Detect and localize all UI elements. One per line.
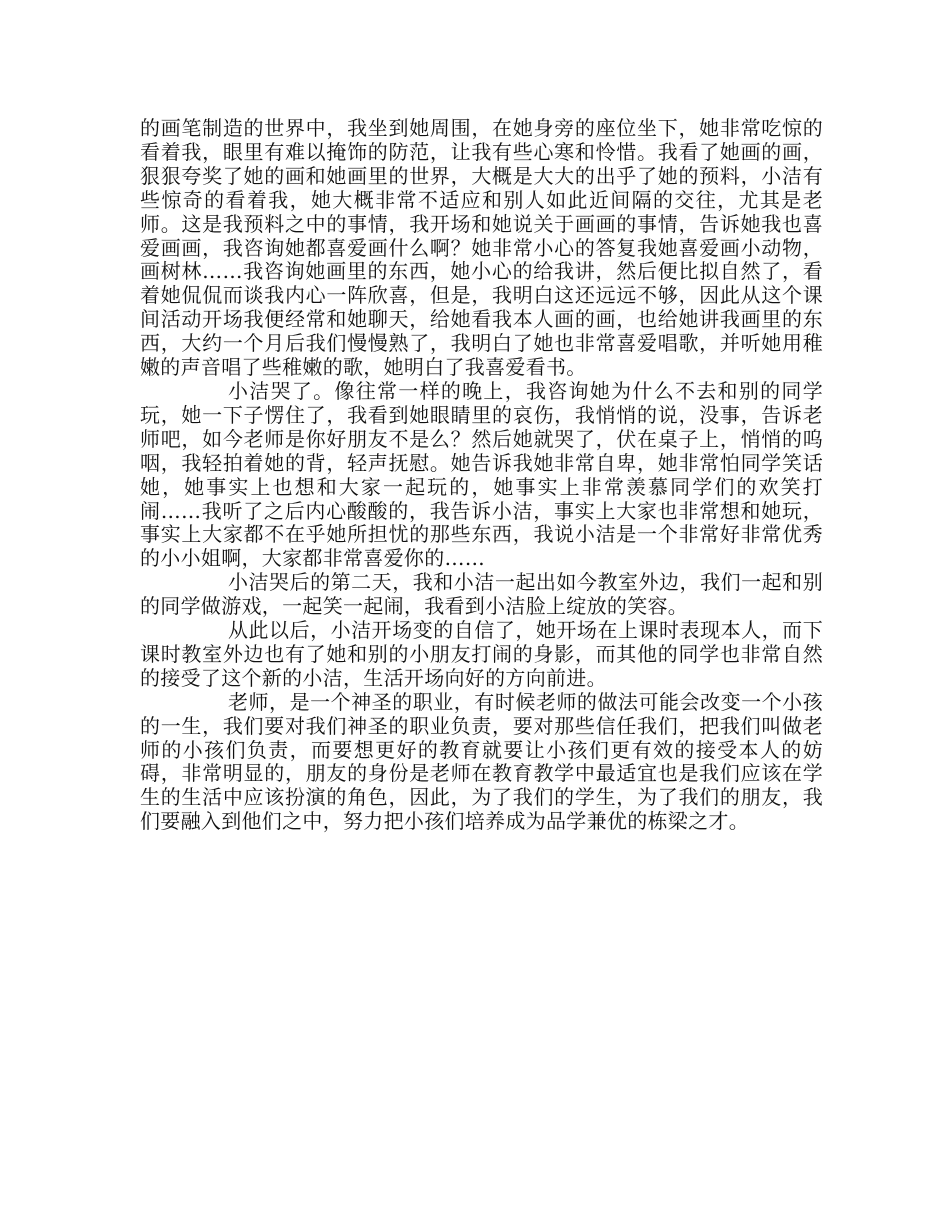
paragraph-5: 老师，是一个神圣的职业，有时候老师的做法可能会改变一个小孩的一生，我们要对我们神圣的职业负责，要对那些信任我们，把我们叫做老师的小孩们负责，而要想更好的教育就要让小孩们更有效的接受本人的妨碍，非常明显的，朋友的身份是老师在教育教学中最适宜也是我们应该在学生的生活中应该扮演的角色，因此，为了我们的学生，为了我们的朋友，我们要融入到他们之中，努力把小孩们培养成为品学兼优的栋梁之才。 — [140, 689, 823, 834]
paragraph-2: 小洁哭了。像往常一样的晚上，我咨询她为什么不去和别的同学玩，她一下子愣住了，我看到她眼睛里的哀伤，我悄悄的说，没事，告诉老师吧，如今老师是你好朋友不是么？然后她就哭了，伏在桌子上，悄悄的呜咽，我轻拍着她的背，轻声抚慰。她告诉我她非常自卑，她非常怕同学笑话她，她事实上也想和大家一起玩的，她事实上非常羡慕同学们的欢笑打闹……我听了之后内心酸酸的，我告诉小洁，事实上大家也非常想和她玩，事实上大家都不在乎她所担忧的那些东西，我说小洁是一个非常好非常优秀的小小姐啊，大家都非常喜爱你的…… — [140, 378, 823, 571]
document-body — [140, 117, 823, 834]
paragraph-1: 的画笔制造的世界中，我坐到她周围，在她身旁的座位坐下，她非常吃惊的看着我，眼里有难以掩饰的防范，让我有些心寒和怜惜。我看了她画的画，狠狠夸奖了她的画和她画里的世界，大概是大大的出乎了她的预料，小洁有些惊奇的看着我，她大概非常不适应和别人如此近间隔的交往，尤其是老师。这是我预料之中的事情，我开场和她说关于画画的事情，告诉她我也喜爱画画，我咨询她都喜爱画什么啊？她非常小心的答复我她喜爱画小动物，画树林……我咨询她画里的东西，她小心的给我讲，然后便比拟自然了，看着她侃侃而谈我内心一阵欣喜，但是，我明白这还远远不够，因此从这个课间活动开场我便经常和她聊天，给她看我本人画的画，也给她讲我画里的东西，大约一个月后我们慢慢熟了，我明白了她也非常喜爱唱歌，并听她用稚嫩的声音唱了些稚嫩的歌，她明白了我喜爱看书。 — [140, 116, 823, 380]
paragraph-4: 从此以后，小洁开场变的自信了，她开场在上课时表现本人，而下课时教室外边也有了她和别的小朋友打闹的身影，而其他的同学也非常自然的接受了这个新的小洁，生活开场向好的方向前进。 — [140, 618, 823, 690]
paragraph-3: 小洁哭后的第二天，我和小洁一起出如今教室外边，我们一起和别的同学做游戏，一起笑一起闹，我看到小洁脸上绽放的笑容。 — [140, 570, 823, 619]
